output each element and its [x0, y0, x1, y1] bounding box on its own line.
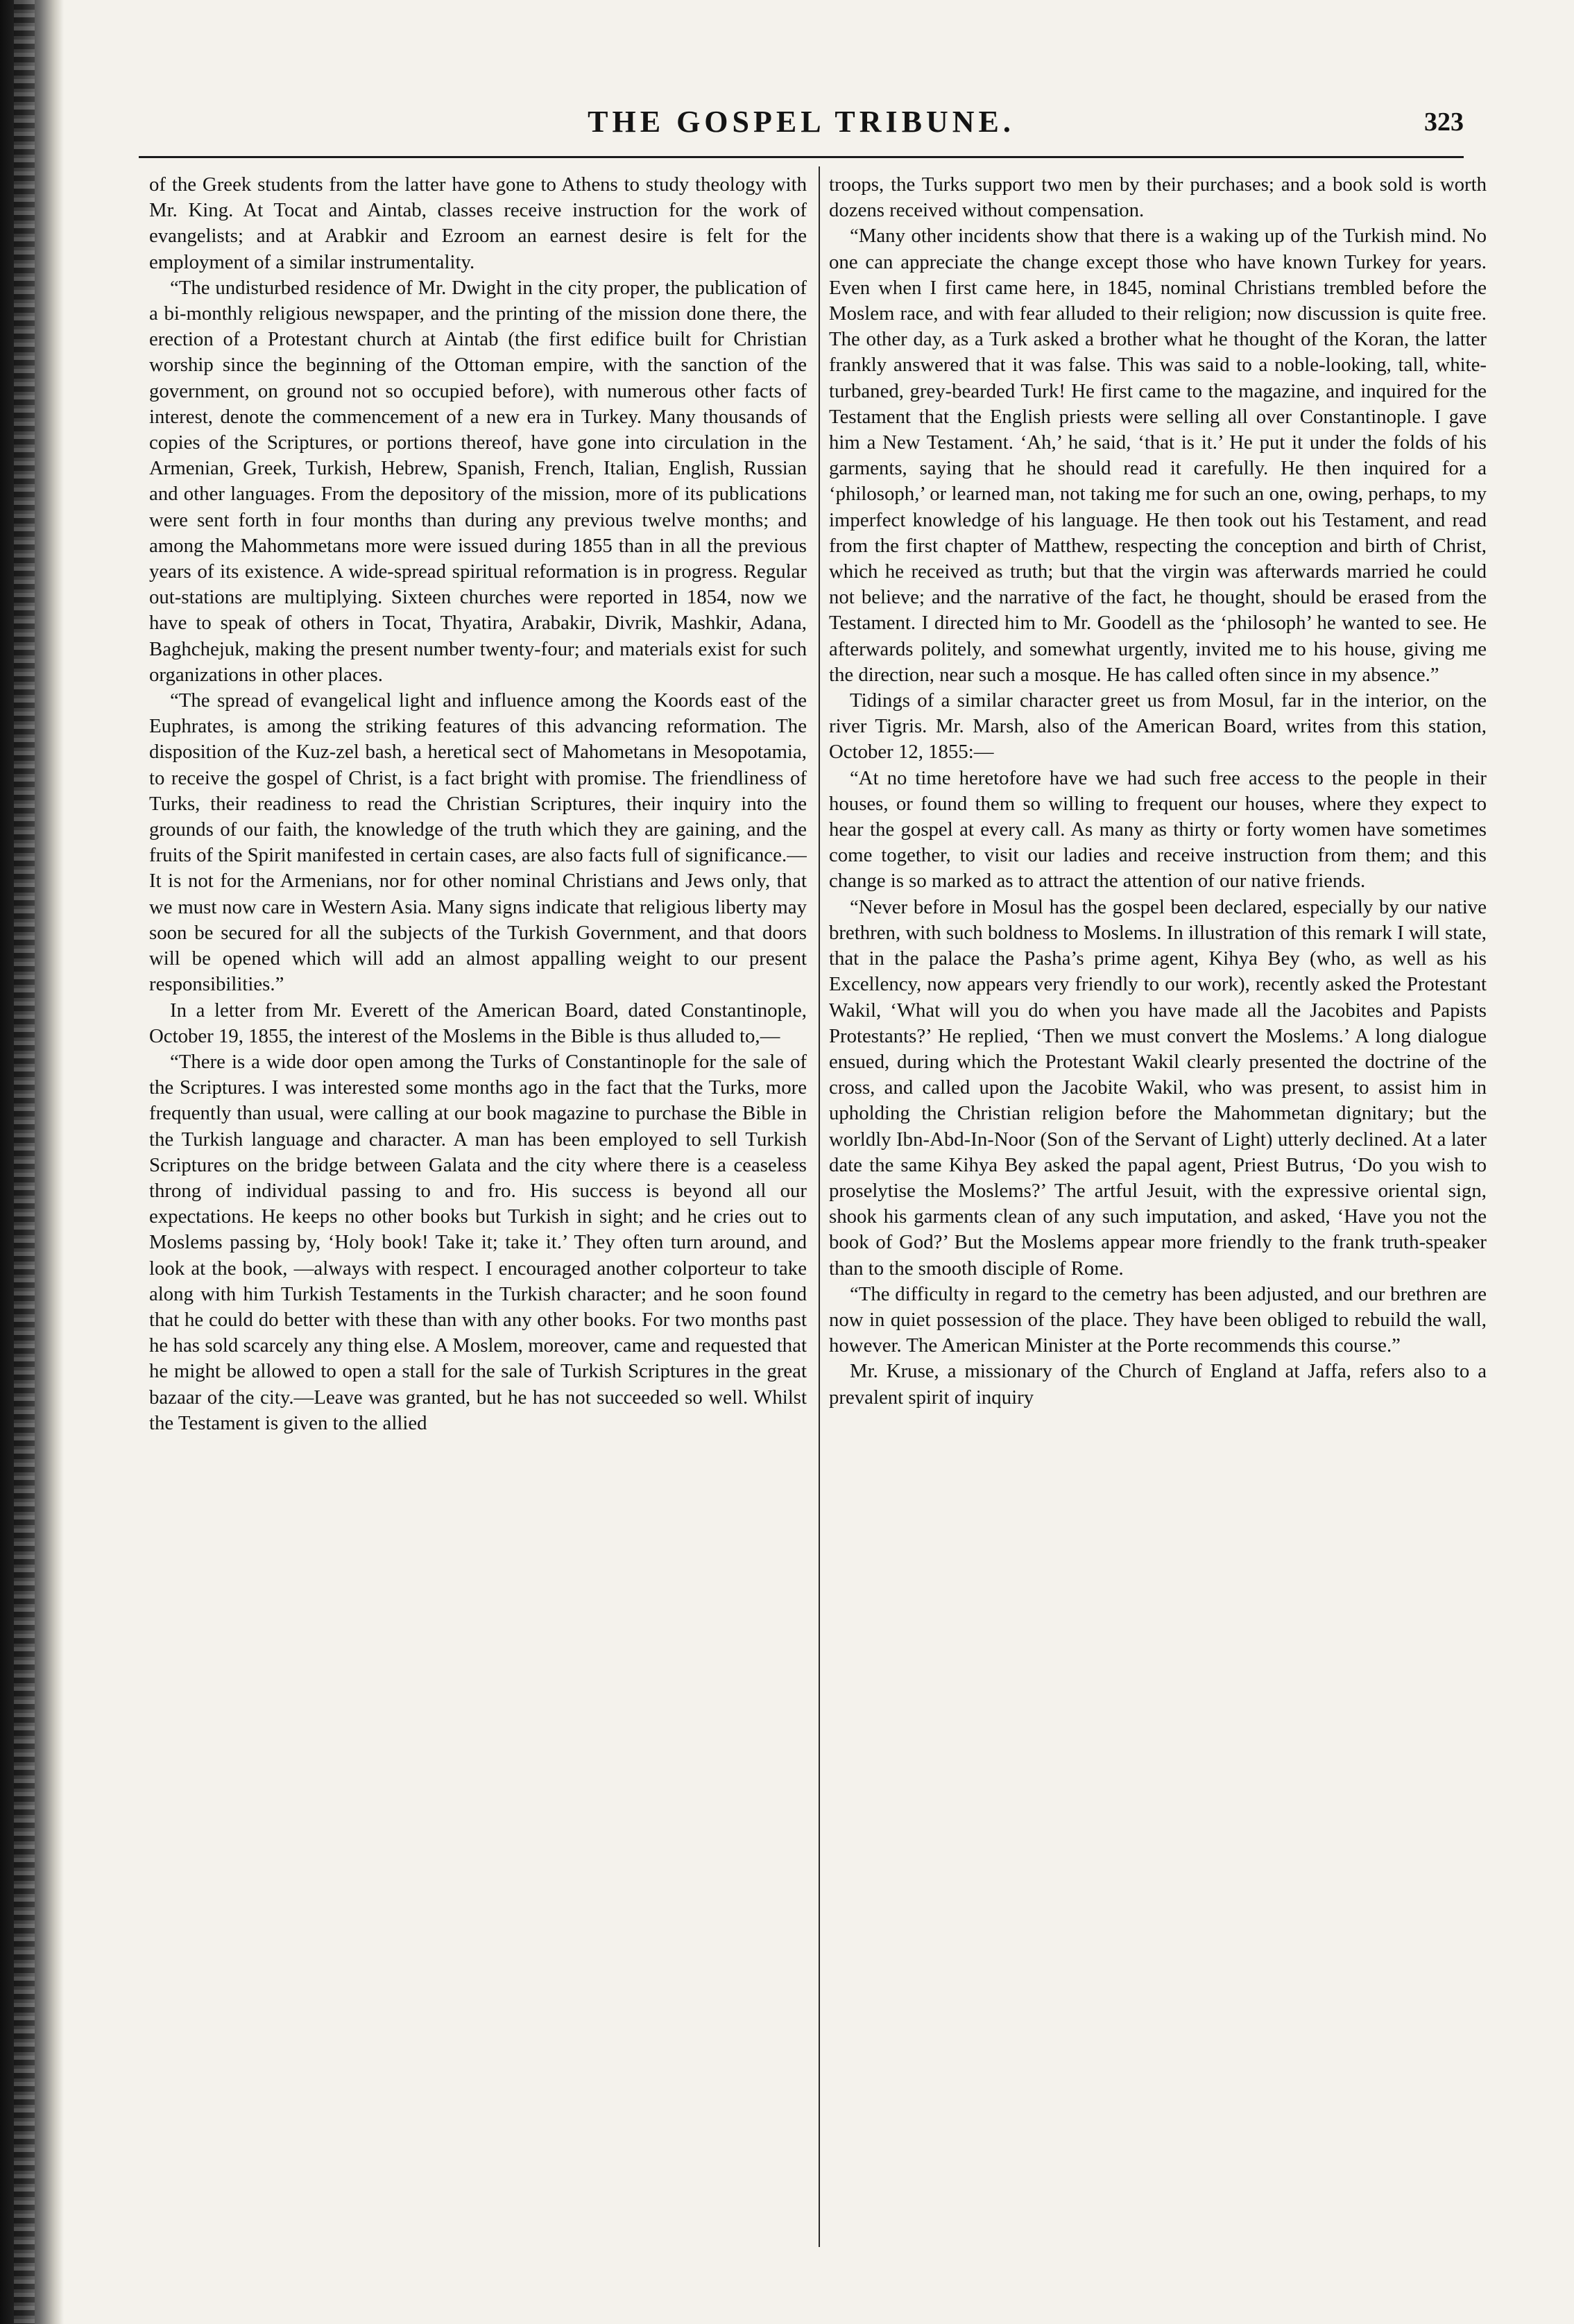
- header-rule: [139, 156, 1464, 158]
- right-column: [829, 172, 1487, 2253]
- page-number: 323: [1424, 107, 1464, 137]
- running-title: THE GOSPEL TRIBUNE.: [588, 105, 1015, 139]
- paragraph: of the Greek students from the latter have gone to Athens to study theology with Mr. King. At Tocat and Aintab, classes receive instruction for the work of evangelists; and at Arabkir and Ezroom an earnest desire is felt for the employment of a similar instrumentality.: [149, 173, 807, 273]
- book-binding-edge: [0, 0, 64, 2324]
- paragraph: “At no time heretofore have we had such free access to the people in their houses, or found them so willing to frequent our houses, where they expect to hear the gospel at every call. As many as thirty or forty women have sometimes come together, to visit our ladies and receive instruction from them; and this change is so marked as to attract the attention of our native friends.: [829, 766, 1487, 893]
- paragraph: “The spread of evangelical light and influence among the Koords east of the Euphrates, is among the striking features of this advancing reformation. The disposition of the Kuz-zel bash, a heretical sect of Mahometans in Mesopotamia, to receive the gospel of Christ, is a fact bright with promise. The friendliness of Turks, their readiness to read the Christian Scriptures, their inquiry into the grounds of our faith, the knowledge of the truth which they are gaining, and the fruits of the Spirit manifested in certain cases, are also facts full of significance.—It is not for the Armenians, nor for other nominal Christians and Jews only, that we must now care in Western Asia. Many signs indicate that religious liberty may soon be secured for all the subjects of the Turkish Government, and that doors will be opened which will add an almost appalling weight to our present responsibilities.”: [149, 689, 807, 996]
- paragraph: Tidings of a similar character greet us from Mosul, far in the interior, on the river Tigris. Mr. Marsh, also of the American Board, writes from this station, October 12, 1855:—: [829, 689, 1487, 764]
- paragraph: troops, the Turks support two men by their purchases; and a book sold is worth dozens received without compensation.: [829, 173, 1487, 222]
- column-divider: [819, 166, 820, 2247]
- page-header: [139, 104, 1464, 153]
- paragraph: In a letter from Mr. Everett of the American Board, dated Constantinople, October 19, 1855, the interest of the Moslems in the Bible is thus alluded to,—: [149, 999, 807, 1047]
- paragraph: “The undisturbed residence of Mr. Dwight in the city proper, the publication of a bi-monthly religious newspaper, and the printing of the mission done there, the erection of a Protestant church at Aintab (the first edifice built for Christian worship since the beginning of the Ottoman empire, with the sanction of the government, on ground not so occupied before), with numerous other facts of interest, denote the commencement of a new era in Turkey. Many thousands of copies of the Scriptures, or portions thereof, have gone into circulation in the Armenian, Greek, Turkish, Hebrew, Spanish, French, Italian, English, Russian and other languages. From the depository of the mission, more of its publications were sent forth in four months than during any previous twelve months; and among the Mahommetans more were issued during 1855 than in all the previous years of its existence. A wide-spread spiritual reformation is in progress. Regular out-stations are multiplying. Sixteen churches were reported in 1854, now we have to speak of others in Tocat, Thyatira, Arabakir, Divrik, Mashkir, Adana, Baghchejuk, making the present number twenty-four; and materials exist for such organizations in other places.: [149, 276, 807, 686]
- left-column: [149, 172, 807, 2253]
- paragraph: Mr. Kruse, a missionary of the Church of England at Jaffa, refers also to a prevalent spirit of inquiry: [829, 1360, 1487, 1409]
- paragraph: “Never before in Mosul has the gospel been declared, especially by our native brethren, with such boldness to Moslems. In illustration of this remark I will state, that in the palace the Pasha’s prime agent, Kihya Bey (who, as well as his Excellency, now appears very friendly to our work), recently asked the Protestant Wakil, ‘What will you do when you have made all the Jacobites and Papists Protestants?’ He replied, ‘Then we must convert the Moslems.’ A long dialogue ensued, during which the Protestant Wakil clearly presented the doctrine of the cross, and called upon the Jacobite Wakil, who was present, to assist him in upholding the Christian religion before the Mahommetan dignitary; but the worldly Ibn-Abd-In-Noor (Son of the Servant of Light) utterly declined. At a later date the same Kihya Bey asked the papal agent, Priest Butrus, ‘Do you wish to proselytise the Moslems?’ The artful Jesuit, with the expressive oriental sign, shook his garments clean of any such imputation, and asked, ‘Have you not the book of God?’ But the Moslems appear more friendly to the frank truth-speaker than to the smooth disciple of Rome.: [829, 895, 1487, 1280]
- paragraph: “The difficulty in regard to the cemetry has been adjusted, and our brethren are now in quiet possession of the place. They have been obliged to rebuild the wall, however. The American Minister at the Porte recommends this course.”: [829, 1282, 1487, 1357]
- paragraph: “There is a wide door open among the Turks of Constantinople for the sale of the Scriptures. I was interested some months ago in the fact that the Turks, more frequently than usual, were calling at our book magazine to purchase the Bible in the Turkish language and character. A man has been employed to sell Turkish Scriptures on the bridge between Galata and the city where there is a ceaseless throng of individual passing to and fro. His success is beyond all our expectations. He keeps no other books but Turkish in sight; and he cries out to Moslems passing by, ‘Holy book! Take it; take it.’ They often turn around, and look at the book, —always with respect. I encouraged another colporteur to take along with him Turkish Testaments in the Turkish character; and he soon found that he could do better with these than with any other books. For two months past he has sold scarcely any thing else. A Moslem, moreover, came and requested that he might be allowed to open a stall for the sale of Turkish Scriptures in the great bazaar of the city.—Leave was granted, but he has not succeeded so well. Whilst the Testament is given to the allied: [149, 1050, 807, 1434]
- paragraph: “Many other incidents show that there is a waking up of the Turkish mind. No one can appreciate the change except those who have known Turkey for years. Even when I first came here, in 1845, nominal Christians trembled before the Moslem race, and with fear alluded to their religion; now discussion is quite free. The other day, as a Turk asked a brother what he thought of the Koran, the latter frankly answered that it was false. This was said to a noble-looking, tall, white-turbaned, grey-bearded Turk! He first came to the magazine, and inquired for the Testament that the English priests were selling all over Constantinople. I gave him a New Testament. ‘Ah,’ he said, ‘that is it.’ He put it under the folds of his garments, saying that he should read it carefully. He then inquired for a ‘philosoph,’ or learned man, not taking me for such an one, owing, perhaps, to my imperfect knowledge of his language. He then took out his Testament, and read from the first chapter of Matthew, respecting the conception and birth of Christ, which he received as truth; but that the virgin was afterwards married he could not believe; and the narrative of the fact, he thought, should be erased from the Testament. I directed him to Mr. Goodell as the ‘philosoph’ he wanted to see. He afterwards politely, and somewhat urgently, invited me to his house, giving me the direction, near such a mosque. He has called often since in my absence.”: [829, 225, 1487, 686]
